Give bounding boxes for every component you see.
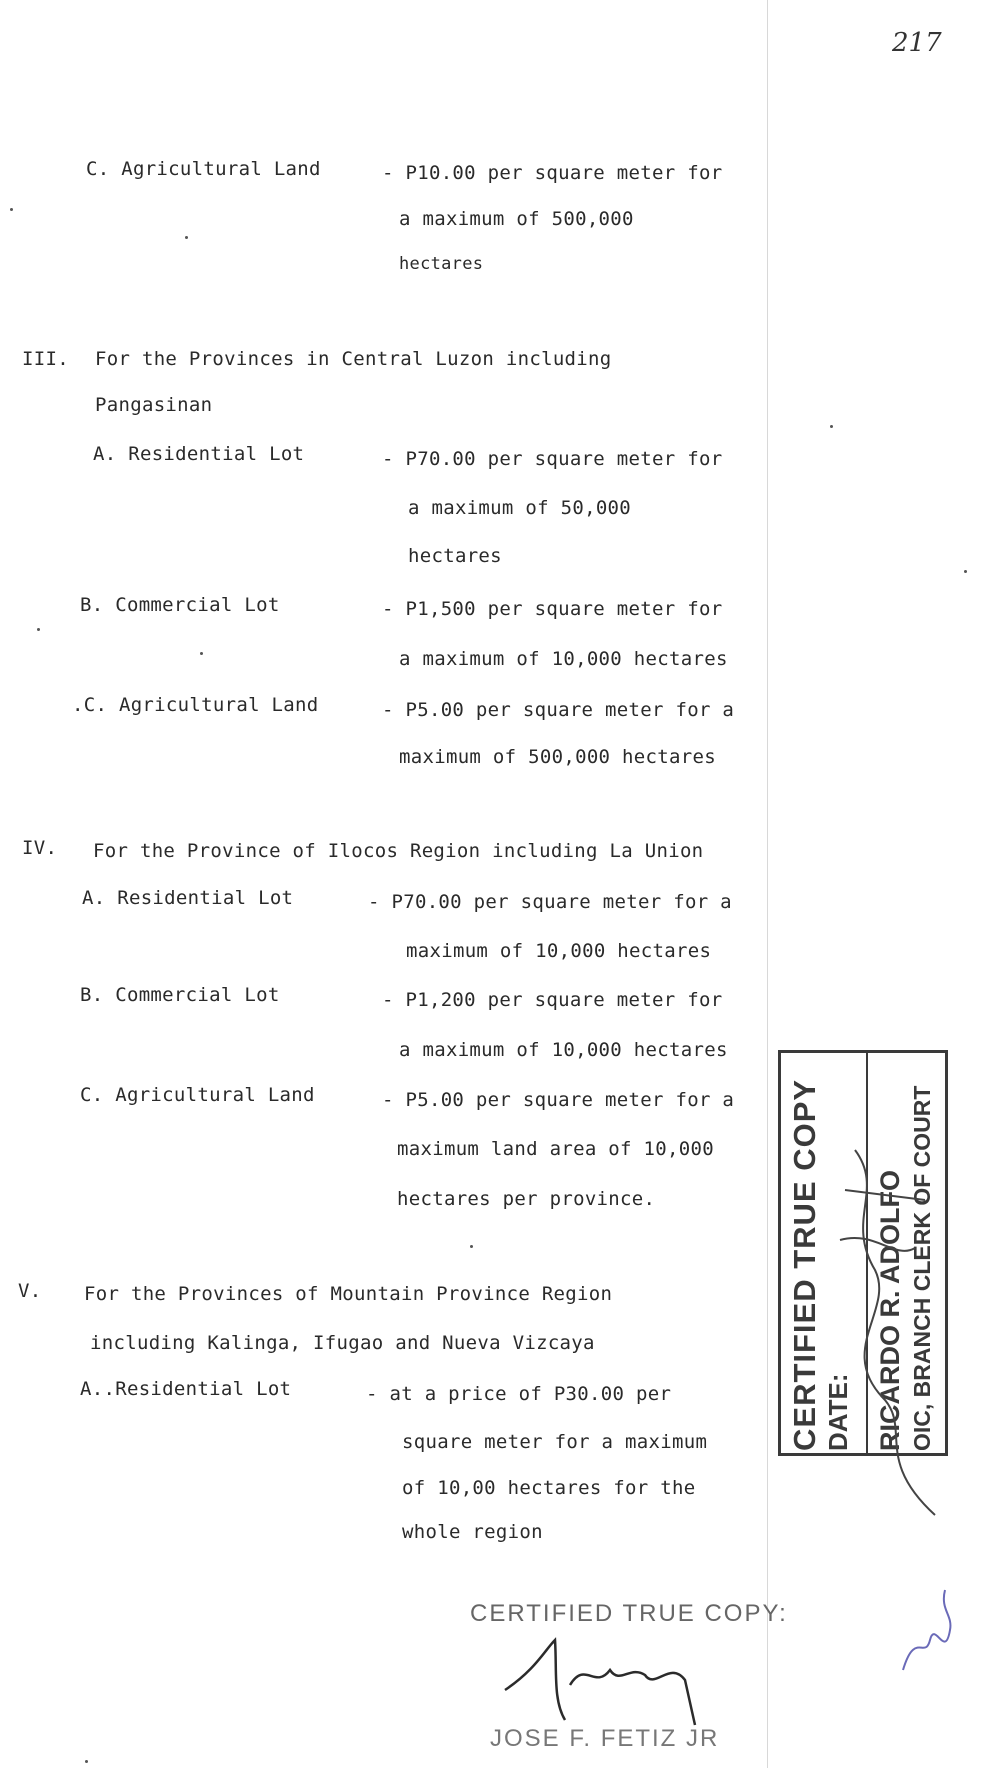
section-iii-b-label: B. Commercial Lot [80,594,280,616]
initials-mark [895,1570,965,1680]
section-iv-b-label: B. Commercial Lot [80,984,280,1006]
clerk-signature [815,1130,955,1520]
section-iii-c-desc-2: maximum of 500,000 hectares [399,746,716,768]
speck [85,1760,88,1763]
section-ii-c-desc-3: hectares [399,254,484,274]
section-iii-heading-2: Pangasinan [95,394,213,416]
section-iii-a-label: A. Residential Lot [93,443,305,465]
section-v-a-desc-3: of 10,00 hectares for the [402,1477,696,1499]
section-iv-a-desc-1: - P70.00 per square meter for a [368,891,732,913]
section-iv-a-desc-2: maximum of 10,000 hectares [406,940,712,962]
section-v-numeral: V. [18,1280,42,1302]
speck [470,1245,473,1248]
section-ii-c-label: C. Agricultural Land [86,158,321,180]
section-iii-b-desc-1: - P1,500 per square meter for [382,598,723,620]
speck [200,652,203,655]
speck [964,570,967,573]
section-iv-c-desc-3: hectares per province. [397,1188,656,1210]
section-iv-a-label: A. Residential Lot [82,887,294,909]
certified-true-copy-2: CERTIFIED TRUE COPY: [470,1600,788,1627]
speck [185,236,188,239]
stamp-title: CERTIFIED TRUE COPY [787,1078,822,1451]
section-ii-c-desc-2: a maximum of 500,000 [399,208,634,230]
stamp-date-label: DATE: [823,1373,853,1451]
section-v-a-desc-2: square meter for a maximum [402,1431,708,1453]
section-ii-c-desc-1: - P10.00 per square meter for [382,162,723,184]
section-v-heading-2: including Kalinga, Ifugao and Nueva Vizcaya [90,1332,595,1354]
section-iii-a-desc-3: hectares [408,545,502,567]
section-iv-b-desc-2: a maximum of 10,000 hectares [399,1039,728,1061]
section-v-heading-1: For the Provinces of Mountain Province Region [84,1283,613,1305]
section-iii-b-desc-2: a maximum of 10,000 hectares [399,648,728,670]
speck [830,425,833,428]
section-iii-heading-1: For the Provinces in Central Luzon including [95,348,612,370]
section-iv-c-desc-2: maximum land area of 10,000 [397,1138,714,1160]
section-iv-c-label: C. Agricultural Land [80,1084,315,1106]
section-iv-numeral: IV. [22,837,58,859]
page-number: 217 [892,28,942,58]
section-iv-heading: For the Province of Ilocos Region including La Union [93,840,704,862]
scan-fold-line [767,0,768,1768]
second-signature [495,1630,735,1730]
section-v-a-desc-4: whole region [402,1521,543,1543]
section-v-a-label: A..Residential Lot [80,1378,292,1400]
section-iv-b-desc-1: - P1,200 per square meter for [382,989,723,1011]
speck [37,628,40,631]
section-v-a-desc-1: - at a price of P30.00 per [366,1383,672,1405]
section-iii-c-label: .C. Agricultural Land [72,694,319,716]
stamp-clerk-name: RICARDO R. ADOLFO [875,1170,905,1451]
section-iii-a-desc-2: a maximum of 50,000 [408,497,632,519]
section-iii-c-desc-1: - P5.00 per square meter for a [382,699,735,721]
speck [10,208,13,211]
second-signatory-name: JOSE F. FETIZ JR [490,1725,720,1752]
section-iv-c-desc-1: - P5.00 per square meter for a [382,1089,735,1111]
stamp-clerk-title: OIC, BRANCH CLERK OF COURT [909,1085,935,1451]
section-iii-numeral: III. [22,348,69,370]
section-iii-a-desc-1: - P70.00 per square meter for [382,448,723,470]
